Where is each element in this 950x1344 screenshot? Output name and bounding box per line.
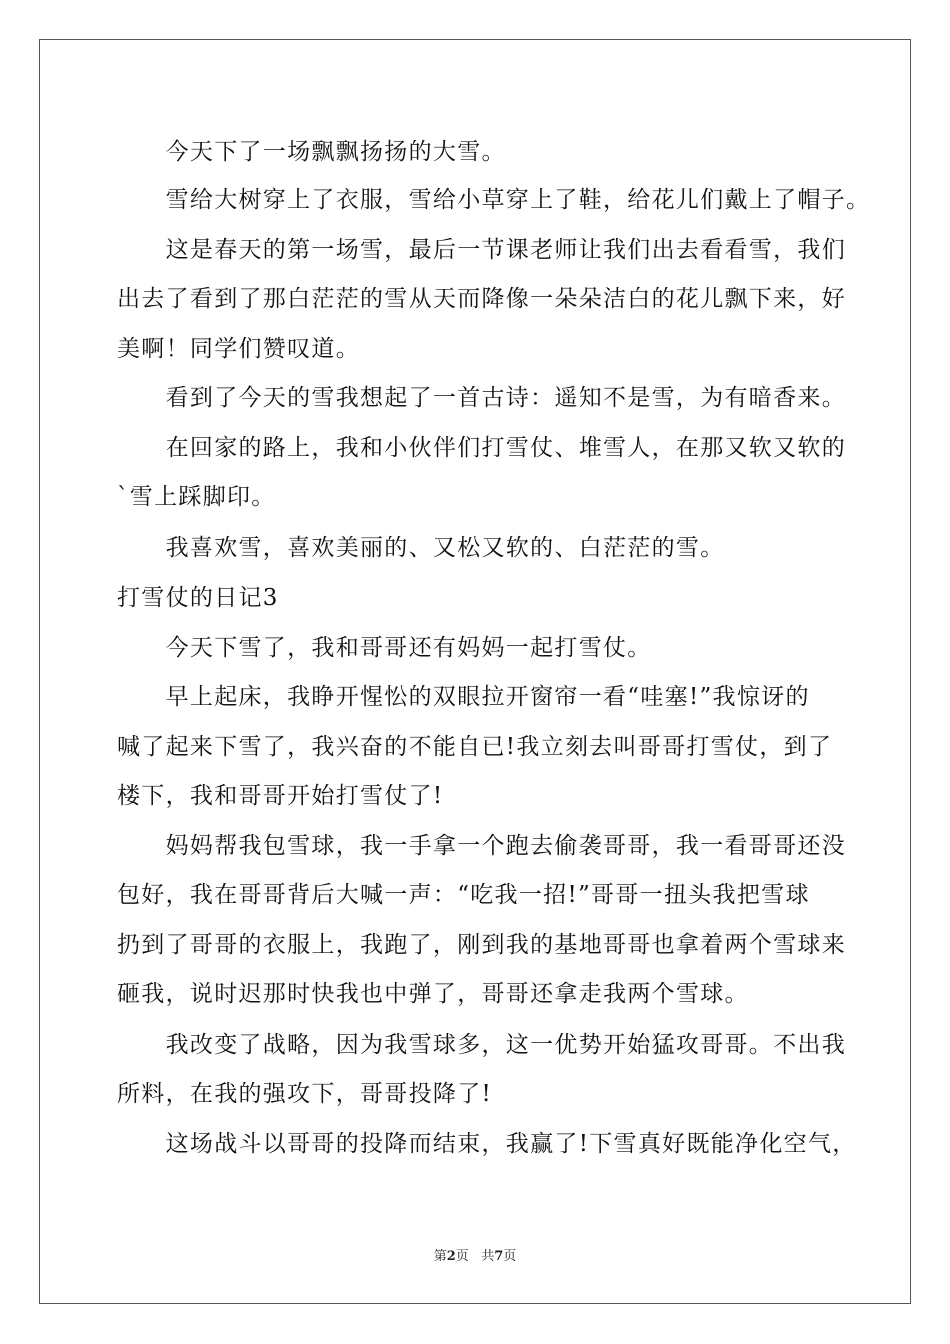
total-label-suffix: 页: [503, 1249, 517, 1264]
text-line: 包好，我在哥哥背后大喊一声：“吃我一招!”哥哥一扭头我把雪球: [117, 882, 810, 908]
text-line: 美啊！同学们赞叹道。: [117, 336, 360, 362]
text-line: 妈妈帮我包雪球，我一手拿一个跑去偷袭哥哥，我一看哥哥还没: [117, 833, 846, 859]
text-line: 扔到了哥哥的衣服上，我跑了，刚到我的基地哥哥也拿着两个雪球来: [117, 932, 846, 958]
page-footer: [0, 1248, 950, 1266]
text-line: 在回家的路上，我和小伙伴们打雪仗、堆雪人，在那又软又软的: [117, 435, 846, 461]
text-line: 这是春天的第一场雪，最后一节课老师让我们出去看看雪，我们: [117, 237, 846, 263]
text-line: 我改变了战略，因为我雪球多，这一优势开始猛攻哥哥。不出我: [117, 1032, 846, 1058]
page-label-prefix: 第: [433, 1249, 447, 1264]
text-line: 早上起床，我睁开惺忪的双眼拉开窗帘一看“哇塞!”我惊讶的: [117, 684, 810, 710]
page-label-suffix: 页: [455, 1249, 469, 1264]
text-line: 雪给大树穿上了衣服，雪给小草穿上了鞋，给花儿们戴上了帽子。: [117, 187, 871, 213]
text-line: 出去了看到了那白茫茫的雪从天而降像一朵朵洁白的花儿飘下来，好: [117, 286, 846, 312]
text-line: `雪上踩脚印。: [117, 484, 276, 510]
total-label-prefix: 共: [481, 1249, 495, 1264]
text-line: 看到了今天的雪我想起了一首古诗：遥知不是雪，为有暗香来。: [117, 385, 846, 411]
section-heading: 打雪仗的日记3: [117, 585, 279, 611]
text-line: 我喜欢雪，喜欢美丽的、又松又软的、白茫茫的雪。: [117, 535, 725, 561]
text-line: 今天下了一场飘飘扬扬的大雪。: [117, 139, 506, 165]
text-line: 楼下，我和哥哥开始打雪仗了!: [117, 783, 444, 809]
text-line: 砸我，说时迟那时快我也中弹了，哥哥还拿走我两个雪球。: [117, 981, 749, 1007]
current-page-number: 2: [446, 1249, 456, 1264]
page-border: [39, 39, 911, 1304]
text-line: 喊了起来下雪了，我兴奋的不能自已!我立刻去叫哥哥打雪仗，到了: [117, 734, 833, 760]
text-line: 今天下雪了，我和哥哥还有妈妈一起打雪仗。: [117, 635, 652, 661]
text-line: 这场战斗以哥哥的投降而结束，我赢了!下雪真好既能净化空气，: [117, 1131, 857, 1157]
text-line: 所料，在我的强攻下，哥哥投降了!: [117, 1081, 493, 1107]
total-pages-number: 7: [494, 1249, 504, 1264]
